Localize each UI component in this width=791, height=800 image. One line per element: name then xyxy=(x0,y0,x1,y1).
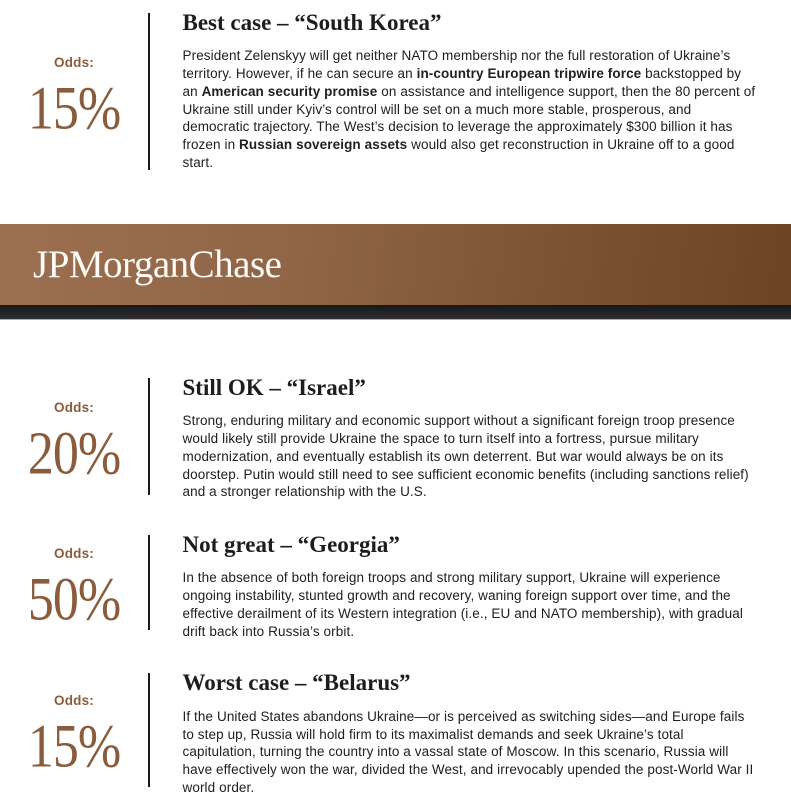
jpmorganchase-logo: JPMorganChase xyxy=(33,243,282,286)
odds-label: Odds: xyxy=(54,693,94,709)
jpmorganchase-banner xyxy=(0,224,791,305)
odds-label: Odds: xyxy=(54,545,94,561)
scenario-title: Worst case – “Belarus” xyxy=(182,670,411,696)
odds-column xyxy=(0,10,148,180)
odds-value: 15% xyxy=(27,74,121,143)
scenario-content xyxy=(150,375,758,505)
odds-value: 20% xyxy=(27,419,121,488)
odds-label: Odds: xyxy=(54,399,94,415)
scenario-body: Strong, enduring military and economic support without a significant foreign troop presence would likely still provide Ukraine the space to turn itself into a fortress, pursue military modernization, and eventually establish its own deterrent. But war would always be on its doorstep. Putin would still need to see sufficient economic benefits (including sanctions relief) and a stronger relationship with the U.S. xyxy=(182,413,749,500)
scenario-content xyxy=(150,532,758,640)
odds-column xyxy=(0,670,148,796)
scenario-title: Not great – “Georgia” xyxy=(182,532,400,557)
scenario-section-worst-case xyxy=(0,670,791,796)
odds-column xyxy=(0,532,148,640)
scenario-section-still-ok xyxy=(0,375,791,505)
scenario-title: Still OK – “Israel” xyxy=(182,375,366,400)
scenario-section-best-case xyxy=(0,10,791,180)
odds-value: 50% xyxy=(27,566,121,634)
odds-label: Odds: xyxy=(54,54,94,70)
scenario-body: President Zelenskyy will get neither NATO membership nor the full restoration of Ukraine’s territory. However, if he can secure an in-country European tripwire force backstopped by an American security promise on assistance and intelligence support, then the 80 percent of Ukraine still under Kyiv’s control will be set on a much more stable, prosperous, and democratic trajectory. The West’s decision to leverage the approximately $300 billion it has frozen in Russian sovereign assets would also get reconstruction in Ukraine off to a good start. xyxy=(182,48,756,171)
scenario-body: In the absence of both foreign troops and strong military support, Ukraine will experience ongoing instability, stunted growth and recovery, waning foreign support over time, and the effective derailment of its Western integration (i.e., EU and NATO membership), with gradual drift back into Russia’s orbit. xyxy=(182,570,743,639)
odds-column xyxy=(0,375,148,505)
scenario-content xyxy=(150,10,758,180)
scenario-content xyxy=(150,670,758,796)
odds-value: 15% xyxy=(27,713,121,781)
banner-stripe xyxy=(0,305,791,320)
scenario-title: Best case – “South Korea” xyxy=(182,10,442,35)
scenario-body: If the United States abandons Ukraine—or is perceived as switching sides—and Europe fails to step up, Russia will hold firm to its maximalist demands and seek Ukraine’s total capitulation, turning the country into a vassal state of Moscow. In this scenario, Russia will have effectively won the war, divided the West, and irrevocably upended the post-World War II world order. xyxy=(182,708,754,795)
scenario-section-not-great xyxy=(0,532,791,640)
